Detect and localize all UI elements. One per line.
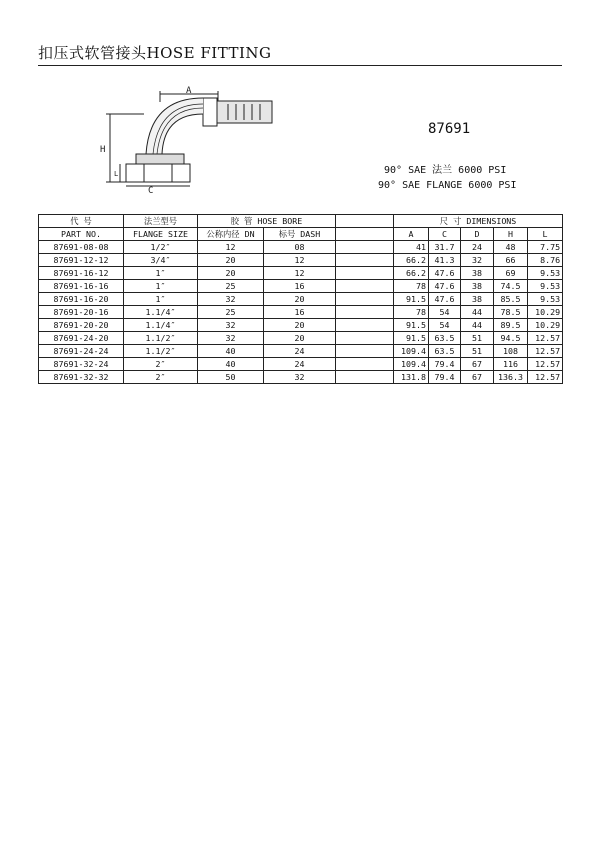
hdr-hose-bore: 胶 管 HOSE BORE: [198, 215, 336, 228]
cell-l: 9.53: [528, 267, 563, 280]
cell-c: 31.7: [429, 241, 461, 254]
cell-d: 44: [461, 319, 494, 332]
cell-blank: [336, 358, 394, 371]
cell-dash: 20: [264, 319, 336, 332]
table-row: [39, 319, 563, 332]
label-c: C: [148, 186, 154, 194]
cell-h: 85.5: [494, 293, 528, 306]
cell-dn: 25: [198, 306, 264, 319]
table-row: [39, 293, 563, 306]
hdr-blank: [336, 215, 394, 228]
cell-flange: 1.1/4″: [124, 306, 198, 319]
table-row: [39, 280, 563, 293]
cell-dn: 32: [198, 332, 264, 345]
cell-dn: 12: [198, 241, 264, 254]
cell-blank: [336, 267, 394, 280]
cell-l: 10.29: [528, 319, 563, 332]
cell-part: 87691-12-12: [39, 254, 124, 267]
cell-flange: 1.1/2″: [124, 345, 198, 358]
cell-c: 54: [429, 319, 461, 332]
cell-d: 44: [461, 306, 494, 319]
cell-flange: 3/4″: [124, 254, 198, 267]
table-row: [39, 358, 563, 371]
label-a: A: [186, 86, 192, 96]
cell-l: 10.29: [528, 306, 563, 319]
cell-blank: [336, 293, 394, 306]
hdr-flange-size: FLANGE SIZE: [124, 228, 198, 241]
cell-l: 12.57: [528, 332, 563, 345]
cell-a: 131.8: [394, 371, 429, 384]
cell-a: 91.5: [394, 332, 429, 345]
table-row: [39, 267, 563, 280]
cell-dash: 16: [264, 280, 336, 293]
cell-part: 87691-20-16: [39, 306, 124, 319]
cell-dn: 40: [198, 345, 264, 358]
cell-h: 74.5: [494, 280, 528, 293]
cell-flange: 2″: [124, 358, 198, 371]
table-row: [39, 254, 563, 267]
table-row: [39, 371, 563, 384]
cell-a: 91.5: [394, 293, 429, 306]
cell-d: 67: [461, 358, 494, 371]
model-number: 87691: [428, 121, 471, 137]
cell-c: 54: [429, 306, 461, 319]
cell-c: 41.3: [429, 254, 461, 267]
cell-blank: [336, 241, 394, 254]
hdr-dimensions: 尺 寸 DIMENSIONS: [394, 215, 563, 228]
table-row: [39, 306, 563, 319]
cell-dn: 50: [198, 371, 264, 384]
cell-part: 87691-32-24: [39, 358, 124, 371]
cell-part: 87691-16-12: [39, 267, 124, 280]
cell-c: 79.4: [429, 371, 461, 384]
subtitle-cn: 90° SAE 法兰 6000 PSI: [384, 165, 507, 176]
cell-c: 79.4: [429, 358, 461, 371]
cell-dn: 32: [198, 293, 264, 306]
fitting-drawing: [100, 84, 290, 194]
cell-dn: 32: [198, 319, 264, 332]
cell-blank: [336, 254, 394, 267]
hdr-l: L: [528, 228, 563, 241]
cell-d: 32: [461, 254, 494, 267]
cell-dash: 08: [264, 241, 336, 254]
cell-dash: 20: [264, 293, 336, 306]
cell-h: 78.5: [494, 306, 528, 319]
cell-blank: [336, 371, 394, 384]
cell-dn: 20: [198, 267, 264, 280]
hdr-part-no: PART NO.: [39, 228, 124, 241]
cell-d: 38: [461, 267, 494, 280]
cell-part: 87691-20-20: [39, 319, 124, 332]
cell-l: 12.57: [528, 371, 563, 384]
cell-dash: 16: [264, 306, 336, 319]
cell-a: 109.4: [394, 358, 429, 371]
cell-flange: 1.1/4″: [124, 319, 198, 332]
cell-flange: 1.1/2″: [124, 332, 198, 345]
title-rule: [38, 65, 562, 66]
cell-h: 108: [494, 345, 528, 358]
hdr-a: A: [394, 228, 429, 241]
label-l: L: [114, 170, 119, 178]
cell-flange: 1/2″: [124, 241, 198, 254]
cell-flange: 1″: [124, 293, 198, 306]
cell-h: 48: [494, 241, 528, 254]
hdr-code: 代 号: [39, 215, 124, 228]
hdr-h: H: [494, 228, 528, 241]
table-body: [39, 241, 563, 384]
hdr-c: C: [429, 228, 461, 241]
cell-blank: [336, 345, 394, 358]
cell-a: 91.5: [394, 319, 429, 332]
cell-c: 63.5: [429, 332, 461, 345]
cell-dash: 12: [264, 267, 336, 280]
cell-dash: 20: [264, 332, 336, 345]
cell-h: 89.5: [494, 319, 528, 332]
cell-part: 87691-32-32: [39, 371, 124, 384]
cell-d: 38: [461, 280, 494, 293]
cell-a: 109.4: [394, 345, 429, 358]
cell-c: 63.5: [429, 345, 461, 358]
cell-part: 87691-24-24: [39, 345, 124, 358]
cell-l: 9.53: [528, 280, 563, 293]
cell-d: 51: [461, 332, 494, 345]
hdr-blank-2: [336, 228, 394, 241]
cell-c: 47.6: [429, 293, 461, 306]
cell-dash: 24: [264, 358, 336, 371]
cell-l: 12.57: [528, 358, 563, 371]
cell-part: 87691-08-08: [39, 241, 124, 254]
cell-a: 78: [394, 306, 429, 319]
header-row-1: [39, 215, 563, 228]
cell-l: 7.75: [528, 241, 563, 254]
cell-flange: 2″: [124, 371, 198, 384]
cell-part: 87691-24-20: [39, 332, 124, 345]
subtitle-en: 90° SAE FLANGE 6000 PSI: [378, 180, 517, 191]
dimensions-table: [38, 214, 563, 384]
cell-part: 87691-16-20: [39, 293, 124, 306]
cell-l: 8.76: [528, 254, 563, 267]
cell-d: 51: [461, 345, 494, 358]
cell-a: 66.2: [394, 254, 429, 267]
cell-l: 12.57: [528, 345, 563, 358]
hdr-d: D: [461, 228, 494, 241]
cell-dn: 40: [198, 358, 264, 371]
table-row: [39, 241, 563, 254]
header-row-2: [39, 228, 563, 241]
cell-l: 9.53: [528, 293, 563, 306]
cell-h: 136.3: [494, 371, 528, 384]
cell-dn: 20: [198, 254, 264, 267]
cell-d: 38: [461, 293, 494, 306]
table-row: [39, 332, 563, 345]
cell-blank: [336, 332, 394, 345]
hdr-dash: 标号 DASH: [264, 228, 336, 241]
cell-flange: 1″: [124, 267, 198, 280]
cell-part: 87691-16-16: [39, 280, 124, 293]
cell-c: 47.6: [429, 267, 461, 280]
table-row: [39, 345, 563, 358]
cell-h: 116: [494, 358, 528, 371]
cell-h: 66: [494, 254, 528, 267]
cell-blank: [336, 280, 394, 293]
cell-h: 69: [494, 267, 528, 280]
page-title: 扣压式软管接头HOSE FITTING: [38, 44, 272, 62]
cell-dash: 24: [264, 345, 336, 358]
label-h: H: [100, 145, 106, 155]
cell-h: 94.5: [494, 332, 528, 345]
cell-dash: 32: [264, 371, 336, 384]
cell-a: 66.2: [394, 267, 429, 280]
cell-c: 47.6: [429, 280, 461, 293]
cell-a: 41: [394, 241, 429, 254]
cell-blank: [336, 306, 394, 319]
hdr-flange: 法兰型号: [124, 215, 198, 228]
cell-dash: 12: [264, 254, 336, 267]
cell-d: 24: [461, 241, 494, 254]
cell-d: 67: [461, 371, 494, 384]
cell-flange: 1″: [124, 280, 198, 293]
hdr-dn: 公称内径 DN: [198, 228, 264, 241]
cell-a: 78: [394, 280, 429, 293]
cell-dn: 25: [198, 280, 264, 293]
cell-blank: [336, 319, 394, 332]
